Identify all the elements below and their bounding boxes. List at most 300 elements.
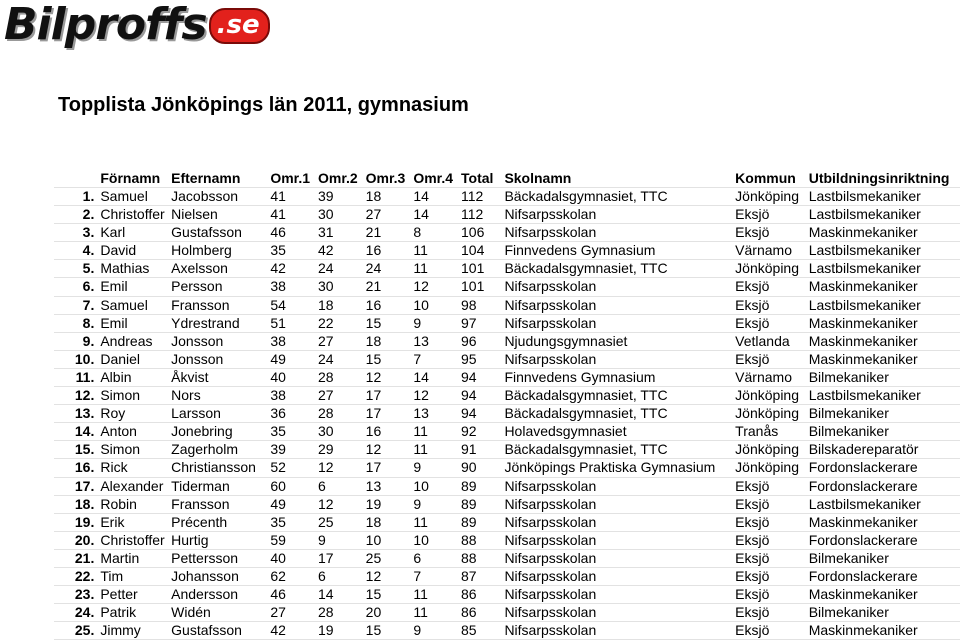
cell-skolnamn: Nifsarpsskolan — [504, 278, 597, 295]
cell-omr3: 15 — [365, 350, 382, 367]
header-omr3: Omr.3 — [365, 169, 406, 186]
cell-omr4: 11 — [413, 604, 428, 621]
cell-rank: 8. — [82, 314, 95, 331]
cell-total: 98 — [461, 296, 477, 313]
cell-fornamn: Andreas — [100, 332, 153, 349]
table-row — [54, 459, 960, 477]
cell-omr2: 6 — [317, 477, 326, 494]
table-row — [54, 513, 960, 531]
cell-total: 106 — [461, 224, 485, 241]
cell-omr4: 13 — [413, 332, 429, 349]
logo-wordmark: Bilproffs — [4, 0, 207, 50]
cell-rank: 15. — [74, 441, 95, 458]
cell-utbildning: Lastbilsmekaniker — [808, 188, 921, 204]
header-skolnamn: Skolnamn — [504, 169, 572, 186]
header-omr2: Omr.2 — [317, 169, 358, 186]
cell-kommun: Jönköping — [735, 387, 799, 404]
cell-utbildning: Maskinmekaniker — [808, 586, 918, 603]
cell-omr2: 25 — [317, 513, 334, 530]
cell-fornamn: Emil — [100, 278, 128, 295]
cell-omr3: 13 — [365, 477, 382, 494]
cell-rank: 21. — [74, 549, 95, 566]
header-rank — [54, 168, 96, 188]
cell-efternamn: Ydrestrand — [171, 314, 240, 331]
cell-omr2: 30 — [317, 278, 334, 295]
cell-utbildning: Bilmekaniker — [808, 368, 889, 385]
cell-kommun: Eksjö — [735, 549, 770, 566]
cell-fornamn: Christoffer — [100, 206, 165, 223]
cell-omr2: 39 — [317, 188, 334, 204]
cell-skolnamn: Nifsarpsskolan — [504, 604, 597, 621]
cell-rank: 3. — [82, 224, 95, 241]
cell-total: 88 — [461, 531, 477, 548]
cell-skolnamn: Nifsarpsskolan — [504, 513, 597, 530]
cell-omr1: 35 — [270, 423, 286, 440]
cell-rank: 16. — [74, 459, 95, 476]
cell-omr4: 10 — [413, 531, 429, 548]
table-row — [54, 423, 960, 441]
table-row — [54, 188, 960, 206]
cell-omr1: 38 — [270, 278, 286, 295]
cell-rank: 4. — [82, 242, 95, 259]
topplista-table — [54, 168, 960, 640]
cell-kommun: Eksjö — [735, 278, 770, 295]
cell-total: 89 — [461, 495, 477, 512]
cell-total: 86 — [461, 604, 477, 621]
cell-omr2: 19 — [317, 622, 334, 639]
cell-total: 104 — [461, 242, 485, 259]
cell-fornamn: Albin — [100, 368, 132, 385]
cell-omr4: 14 — [413, 206, 429, 223]
cell-omr3: 12 — [365, 368, 382, 385]
cell-utbildning: Lastbilsmekaniker — [808, 242, 921, 259]
cell-omr3: 18 — [365, 188, 382, 204]
cell-fornamn: Jimmy — [100, 622, 141, 639]
cell-rank: 23. — [74, 586, 95, 603]
cell-kommun: Jönköping — [735, 188, 799, 204]
table-body — [54, 188, 960, 640]
cell-omr2: 9 — [317, 531, 326, 548]
cell-omr3: 18 — [365, 332, 382, 349]
cell-total: 89 — [461, 477, 477, 494]
cell-rank: 5. — [82, 260, 95, 277]
cell-omr4: 12 — [413, 278, 429, 295]
cell-utbildning: Lastbilsmekaniker — [808, 296, 921, 313]
cell-fornamn: Patrik — [100, 604, 137, 621]
cell-utbildning: Fordonslackerare — [808, 477, 918, 494]
cell-kommun: Jönköping — [735, 405, 799, 422]
cell-efternamn: Jonebring — [171, 423, 233, 440]
cell-utbildning: Lastbilsmekaniker — [808, 387, 921, 404]
header-kommun: Kommun — [735, 169, 796, 186]
cell-omr1: 40 — [270, 549, 286, 566]
cell-skolnamn: Nifsarpsskolan — [504, 477, 597, 494]
cell-efternamn: Gustafsson — [171, 224, 242, 241]
table-row — [54, 477, 960, 495]
cell-omr2: 30 — [317, 423, 334, 440]
cell-efternamn: Andersson — [171, 586, 239, 603]
cell-omr3: 10 — [365, 531, 382, 548]
cell-skolnamn: Nifsarpsskolan — [504, 531, 597, 548]
cell-efternamn: Fransson — [171, 495, 230, 512]
cell-omr2: 31 — [317, 224, 334, 241]
cell-omr1: 41 — [270, 206, 286, 223]
cell-efternamn: Widén — [171, 604, 211, 621]
cell-rank: 7. — [82, 296, 95, 313]
cell-omr1: 38 — [270, 332, 286, 349]
cell-kommun: Jönköping — [735, 459, 799, 476]
cell-omr3: 16 — [365, 296, 382, 313]
cell-skolnamn: Finnvedens Gymnasium — [504, 242, 656, 259]
page-title: Topplista Jönköpings län 2011, gymnasium — [58, 94, 469, 116]
table-row — [54, 206, 960, 224]
cell-omr2: 28 — [317, 405, 334, 422]
cell-kommun: Eksjö — [735, 622, 770, 639]
cell-fornamn: Anton — [100, 423, 137, 440]
cell-omr3: 21 — [365, 224, 382, 241]
cell-rank: 19. — [74, 513, 95, 530]
table-row — [54, 332, 960, 350]
cell-rank: 17. — [74, 477, 95, 494]
cell-total: 92 — [461, 423, 477, 440]
cell-omr3: 24 — [365, 260, 382, 277]
cell-fornamn: Alexander — [100, 477, 164, 494]
header-total: Total — [461, 169, 494, 186]
cell-efternamn: Axelsson — [171, 260, 228, 277]
cell-efternamn: Jacobsson — [171, 188, 239, 204]
cell-omr3: 25 — [365, 549, 382, 566]
cell-fornamn: Martin — [100, 549, 140, 566]
cell-omr4: 12 — [413, 387, 429, 404]
cell-omr4: 6 — [413, 549, 422, 566]
table-row — [54, 278, 960, 296]
cell-utbildning: Lastbilsmekaniker — [808, 495, 921, 512]
cell-kommun: Eksjö — [735, 513, 770, 530]
cell-kommun: Vetlanda — [735, 332, 790, 349]
table-row — [54, 549, 960, 567]
cell-omr4: 11 — [413, 586, 428, 603]
cell-kommun: Eksjö — [735, 314, 770, 331]
cell-omr2: 28 — [317, 368, 334, 385]
cell-utbildning: Lastbilsmekaniker — [808, 260, 921, 277]
cell-omr2: 14 — [317, 586, 334, 603]
cell-kommun: Värnamo — [735, 242, 792, 259]
cell-utbildning: Maskinmekaniker — [808, 224, 918, 241]
cell-kommun: Eksjö — [735, 586, 770, 603]
logo-domain-badge: .se — [209, 8, 270, 44]
header-omr4: Omr.4 — [413, 169, 454, 186]
cell-total: 88 — [461, 549, 477, 566]
cell-omr1: 41 — [270, 188, 286, 204]
cell-fornamn: Tim — [100, 567, 124, 584]
cell-kommun: Värnamo — [735, 368, 792, 385]
cell-omr4: 11 — [413, 242, 428, 259]
cell-omr3: 17 — [365, 387, 382, 404]
cell-skolnamn: Bäckadalsgymnasiet, TTC — [504, 387, 668, 404]
cell-fornamn: Mathias — [100, 260, 150, 277]
cell-omr2: 42 — [317, 242, 334, 259]
cell-fornamn: Roy — [100, 405, 126, 422]
table-row — [54, 296, 960, 314]
cell-omr2: 6 — [317, 567, 326, 584]
cell-efternamn: Nielsen — [171, 206, 218, 223]
cell-efternamn: Zagerholm — [171, 441, 239, 458]
cell-omr3: 18 — [365, 513, 382, 530]
cell-omr3: 15 — [365, 622, 382, 639]
cell-kommun: Eksjö — [735, 206, 770, 223]
cell-rank: 25. — [74, 622, 95, 639]
cell-omr4: 9 — [413, 459, 422, 476]
cell-kommun: Eksjö — [735, 296, 770, 313]
cell-skolnamn: Njudungsgymnasiet — [504, 332, 628, 349]
cell-omr2: 28 — [317, 604, 334, 621]
cell-omr1: 35 — [270, 513, 286, 530]
header-omr1: Omr.1 — [270, 169, 311, 186]
cell-omr2: 30 — [317, 206, 334, 223]
cell-omr2: 18 — [317, 296, 334, 313]
cell-omr4: 7 — [413, 350, 422, 367]
cell-efternamn: Johansson — [171, 567, 239, 584]
table-row — [54, 495, 960, 513]
cell-fornamn: Simon — [100, 387, 141, 404]
cell-kommun: Tranås — [735, 423, 779, 440]
cell-total: 94 — [461, 387, 477, 404]
cell-kommun: Eksjö — [735, 477, 770, 494]
cell-omr4: 9 — [413, 314, 422, 331]
cell-fornamn: Daniel — [100, 350, 141, 367]
cell-efternamn: Nors — [171, 387, 201, 404]
table-row — [54, 368, 960, 386]
cell-omr3: 21 — [365, 278, 382, 295]
cell-total: 94 — [461, 368, 477, 385]
cell-fornamn: Christoffer — [100, 531, 165, 548]
cell-kommun: Jönköping — [735, 441, 799, 458]
cell-kommun: Eksjö — [735, 604, 770, 621]
cell-omr1: 59 — [270, 531, 286, 548]
cell-omr2: 29 — [317, 441, 334, 458]
cell-kommun: Jönköping — [735, 260, 799, 277]
cell-omr3: 12 — [365, 441, 382, 458]
cell-omr2: 22 — [317, 314, 334, 331]
cell-skolnamn: Nifsarpsskolan — [504, 567, 597, 584]
cell-omr4: 7 — [413, 567, 422, 584]
cell-skolnamn: Nifsarpsskolan — [504, 622, 597, 639]
cell-omr4: 9 — [413, 495, 422, 512]
cell-omr1: 36 — [270, 405, 286, 422]
cell-omr1: 46 — [270, 224, 286, 241]
cell-omr2: 24 — [317, 350, 334, 367]
header-efternamn: Efternamn — [171, 169, 241, 186]
cell-rank: 6. — [82, 278, 95, 295]
cell-rank: 1. — [82, 188, 95, 204]
cell-efternamn: Précenth — [171, 513, 228, 530]
cell-efternamn: Tiderman — [171, 477, 230, 494]
cell-omr1: 40 — [270, 368, 286, 385]
cell-omr1: 42 — [270, 622, 286, 639]
cell-fornamn: Erik — [100, 513, 125, 530]
table-row — [54, 224, 960, 242]
cell-omr2: 27 — [317, 332, 334, 349]
cell-rank: 10. — [74, 350, 95, 367]
header-fornamn: Förnamn — [100, 169, 161, 186]
cell-omr1: 51 — [270, 314, 286, 331]
cell-total: 112 — [461, 206, 484, 223]
cell-omr1: 60 — [270, 477, 286, 494]
cell-fornamn: Simon — [100, 441, 141, 458]
cell-omr4: 14 — [413, 188, 429, 204]
cell-omr1: 49 — [270, 350, 286, 367]
cell-skolnamn: Bäckadalsgymnasiet, TTC — [504, 260, 668, 277]
cell-utbildning: Bilmekaniker — [808, 423, 889, 440]
cell-total: 112 — [461, 188, 484, 204]
cell-kommun: Eksjö — [735, 495, 770, 512]
cell-omr2: 27 — [317, 387, 334, 404]
cell-omr2: 12 — [317, 459, 334, 476]
cell-efternamn: Persson — [171, 278, 223, 295]
cell-omr1: 52 — [270, 459, 286, 476]
table-row — [54, 604, 960, 622]
cell-utbildning: Maskinmekaniker — [808, 278, 918, 295]
cell-fornamn: Samuel — [100, 296, 148, 313]
cell-efternamn: Gustafsson — [171, 622, 242, 639]
cell-total: 90 — [461, 459, 477, 476]
cell-omr1: 39 — [270, 441, 286, 458]
cell-omr4: 11 — [413, 441, 428, 458]
cell-utbildning: Fordonslackerare — [808, 567, 918, 584]
cell-rank: 9. — [82, 332, 95, 349]
table-row — [54, 314, 960, 332]
cell-omr3: 16 — [365, 423, 382, 440]
cell-omr4: 13 — [413, 405, 429, 422]
cell-skolnamn: Finnvedens Gymnasium — [504, 368, 656, 385]
cell-efternamn: Christiansson — [171, 459, 256, 476]
header-utbildning: Utbildningsinriktning — [808, 169, 950, 186]
cell-rank: 18. — [74, 495, 95, 512]
cell-skolnamn: Nifsarpsskolan — [504, 314, 597, 331]
cell-total: 97 — [461, 314, 477, 331]
cell-kommun: Eksjö — [735, 567, 770, 584]
cell-efternamn: Fransson — [171, 296, 230, 313]
cell-total: 86 — [461, 586, 477, 603]
cell-kommun: Eksjö — [735, 531, 770, 548]
cell-omr1: 35 — [270, 242, 286, 259]
cell-omr4: 11 — [413, 260, 428, 277]
cell-total: 96 — [461, 332, 477, 349]
table-row — [54, 405, 960, 423]
cell-utbildning: Bilskadereparatör — [808, 441, 919, 458]
cell-skolnamn: Bäckadalsgymnasiet, TTC — [504, 441, 668, 458]
cell-omr1: 49 — [270, 495, 286, 512]
cell-omr3: 20 — [365, 604, 382, 621]
cell-fornamn: Robin — [100, 495, 137, 512]
cell-rank: 12. — [74, 387, 95, 404]
cell-omr1: 54 — [270, 296, 286, 313]
cell-omr3: 17 — [365, 459, 382, 476]
cell-utbildning: Lastbilsmekaniker — [808, 206, 921, 223]
table-row — [54, 387, 960, 405]
cell-total: 101 — [461, 278, 485, 295]
cell-rank: 22. — [74, 567, 95, 584]
cell-fornamn: David — [100, 242, 137, 259]
cell-rank: 2. — [82, 206, 95, 223]
cell-omr2: 24 — [317, 260, 334, 277]
cell-omr4: 10 — [413, 477, 429, 494]
cell-utbildning: Maskinmekaniker — [808, 314, 918, 331]
table-header-row — [54, 168, 960, 188]
cell-omr3: 15 — [365, 586, 382, 603]
table-row — [54, 242, 960, 260]
cell-total: 95 — [461, 350, 477, 367]
table-row — [54, 586, 960, 604]
cell-skolnamn: Nifsarpsskolan — [504, 206, 597, 223]
cell-fornamn: Emil — [100, 314, 128, 331]
cell-fornamn: Samuel — [100, 188, 148, 204]
table-row — [54, 350, 960, 368]
cell-efternamn: Larsson — [171, 405, 221, 422]
cell-omr4: 8 — [413, 224, 422, 241]
cell-utbildning: Maskinmekaniker — [808, 350, 918, 367]
cell-kommun: Eksjö — [735, 350, 770, 367]
cell-efternamn: Pettersson — [171, 549, 239, 566]
cell-efternamn: Holmberg — [171, 242, 232, 259]
cell-skolnamn: Nifsarpsskolan — [504, 549, 597, 566]
cell-omr3: 27 — [365, 206, 382, 223]
cell-skolnamn: Nifsarpsskolan — [504, 296, 597, 313]
cell-omr2: 17 — [317, 549, 334, 566]
cell-omr1: 38 — [270, 387, 286, 404]
cell-skolnamn: Nifsarpsskolan — [504, 495, 597, 512]
cell-rank: 14. — [74, 423, 95, 440]
cell-skolnamn: Nifsarpsskolan — [504, 350, 597, 367]
cell-omr4: 9 — [413, 622, 422, 639]
cell-skolnamn: Bäckadalsgymnasiet, TTC — [504, 405, 668, 422]
cell-total: 87 — [461, 567, 477, 584]
cell-fornamn: Petter — [100, 586, 138, 603]
cell-omr4: 11 — [413, 423, 428, 440]
cell-skolnamn: Bäckadalsgymnasiet, TTC — [504, 188, 668, 204]
cell-omr3: 16 — [365, 242, 382, 259]
cell-utbildning: Maskinmekaniker — [808, 332, 918, 349]
cell-efternamn: Hurtig — [171, 531, 209, 548]
cell-efternamn: Jonsson — [171, 350, 224, 367]
table-row — [54, 441, 960, 459]
cell-omr2: 12 — [317, 495, 334, 512]
cell-skolnamn: Nifsarpsskolan — [504, 586, 597, 603]
cell-omr4: 11 — [413, 513, 428, 530]
table-row — [54, 260, 960, 278]
cell-utbildning: Bilmekaniker — [808, 405, 889, 422]
cell-total: 89 — [461, 513, 477, 530]
cell-omr3: 19 — [365, 495, 382, 512]
cell-omr3: 17 — [365, 405, 382, 422]
cell-utbildning: Fordonslackerare — [808, 459, 918, 476]
cell-omr1: 46 — [270, 586, 286, 603]
cell-omr3: 12 — [365, 567, 382, 584]
cell-total: 101 — [461, 260, 485, 277]
table-row — [54, 531, 960, 549]
cell-utbildning: Bilmekaniker — [808, 604, 889, 621]
cell-total: 94 — [461, 405, 477, 422]
cell-utbildning: Maskinmekaniker — [808, 513, 918, 530]
cell-fornamn: Rick — [100, 459, 128, 476]
cell-omr4: 10 — [413, 296, 429, 313]
cell-omr3: 15 — [365, 314, 382, 331]
bilproffs-logo[interactable] — [4, 2, 270, 50]
cell-total: 91 — [461, 441, 477, 458]
cell-efternamn: Jonsson — [171, 332, 224, 349]
table-row — [54, 567, 960, 585]
cell-omr1: 42 — [270, 260, 286, 277]
